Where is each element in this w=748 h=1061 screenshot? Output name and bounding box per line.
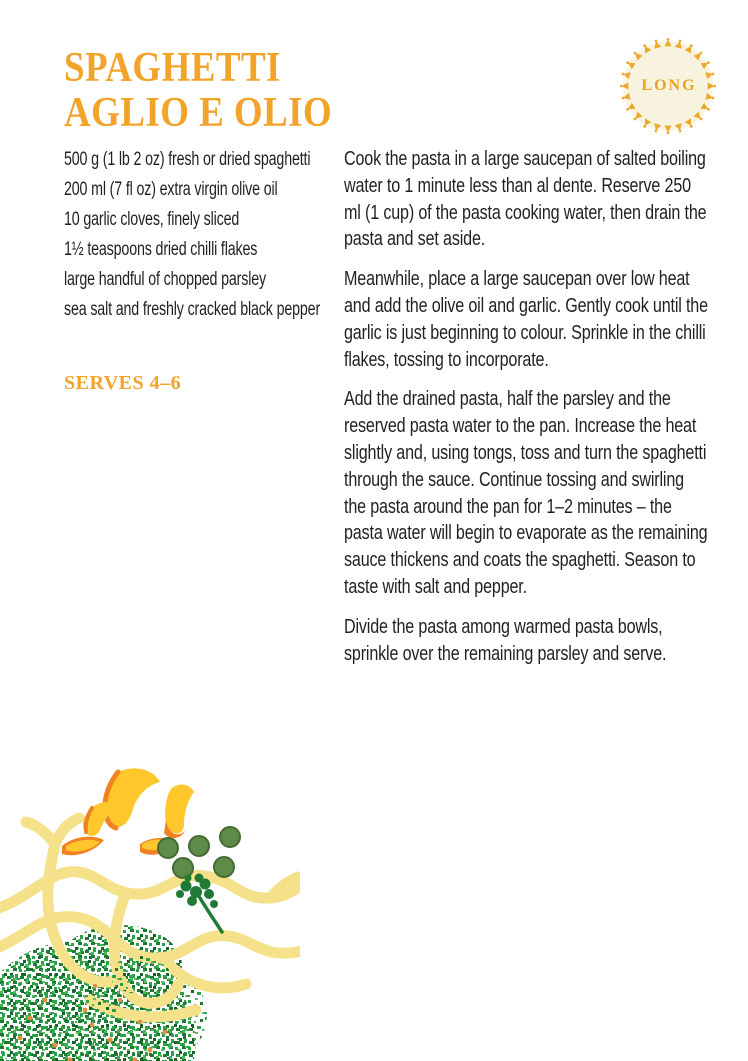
ingredient-item: 200 ml (7 fl oz) extra virgin olive oil xyxy=(64,179,278,200)
method-paragraph: Cook the pasta in a large saucepan of salted boiling water to 1 minute less than al dente. Reserve 250 ml (1 cup) of the pasta cooking water, then drain the pasta and set aside. xyxy=(344,148,707,251)
pasta-illustration xyxy=(0,760,300,1061)
recipe-title-line1: SPAGHETTI xyxy=(64,45,281,91)
serves-label: SERVES 4–6 xyxy=(64,372,182,394)
recipe-title-line2: AGLIO E OLIO xyxy=(64,90,333,136)
ingredient-item: 1½ teaspoons dried chilli flakes xyxy=(64,239,258,260)
ingredient-item: 500 g (1 lb 2 oz) fresh or dried spaghetti xyxy=(64,149,311,170)
method-paragraph: Add the drained pasta, half the parsley and the reserved pasta water to the pan. Increase the heat slightly and, using tongs, toss and turn the spaghetti through the sauce. Continue tossing and swirling the pasta around the pan for 1–2 minutes – the pasta water will begin to evaporate as the remaining sauce thickens and coats the spaghetti. Season to taste with salt and pepper. xyxy=(344,388,708,598)
ingredient-item: sea salt and freshly cracked black pepper xyxy=(64,299,321,320)
badge-label: LONG xyxy=(641,77,697,94)
time-badge xyxy=(618,36,718,136)
recipe-title xyxy=(64,46,363,136)
method-paragraph: Divide the pasta among warmed pasta bowls, sprinkle over the remaining parsley and serve. xyxy=(344,615,667,665)
method-paragraph: Meanwhile, place a large saucepan over low heat and add the olive oil and garlic. Gently cook until the garlic is just beginning to colour. Sprinkle in the chilli flakes, tossing to incorporate. xyxy=(344,268,708,371)
method-section xyxy=(344,146,708,680)
ingredient-item: large handful of chopped parsley xyxy=(64,269,266,290)
ingredients-list xyxy=(64,146,339,326)
ingredient-item: 10 garlic cloves, finely sliced xyxy=(64,209,240,230)
